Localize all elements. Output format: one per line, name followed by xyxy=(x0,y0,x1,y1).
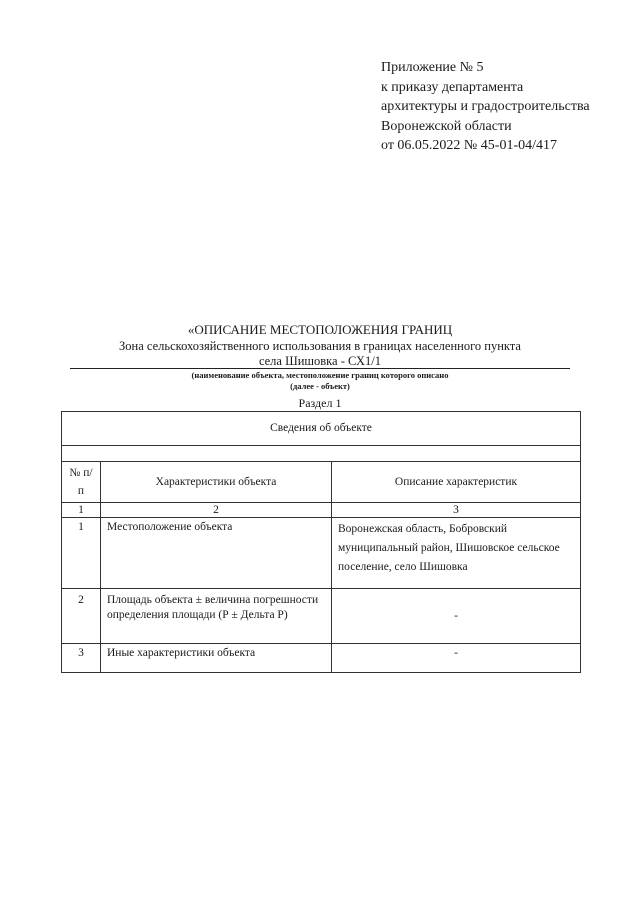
object-info-table xyxy=(61,411,581,673)
row-characteristic: Иные характеристики объекта xyxy=(101,644,332,673)
row-description: - xyxy=(332,644,581,673)
table-spacer-row xyxy=(62,446,581,462)
appendix-line: Приложение № 5 xyxy=(381,60,484,75)
row-num: 1 xyxy=(62,518,101,589)
column-number: 2 xyxy=(101,503,332,518)
header-description: Описание характеристик xyxy=(332,462,581,503)
row-description: Воронежская область, Бобровский муниципальный район, Шишовское сельское поселение, село Шишовка xyxy=(332,518,581,589)
row-characteristic: Площадь объекта ± величина погрешности определения площади (Р ± Дельта Р) xyxy=(101,589,332,644)
header-num: № п/п xyxy=(62,462,101,503)
appendix-header xyxy=(381,58,590,156)
title-line-2: Зона сельскохозяйственного использования в границах населенного пункта xyxy=(119,339,521,353)
table-row xyxy=(62,518,581,589)
column-number-row xyxy=(62,503,581,518)
column-number: 1 xyxy=(62,503,101,518)
appendix-line: от 06.05.2022 № 45-01-04/417 xyxy=(381,138,558,153)
table-row xyxy=(62,589,581,644)
table-spacer xyxy=(62,446,581,462)
title-note xyxy=(70,370,570,391)
table-row xyxy=(62,644,581,673)
title-line-1: «ОПИСАНИЕ МЕСТОПОЛОЖЕНИЯ ГРАНИЦ xyxy=(187,322,453,337)
table-header-row xyxy=(62,462,581,503)
section-label: Раздел 1 xyxy=(298,396,342,410)
row-num: 2 xyxy=(62,589,101,644)
row-description: - xyxy=(332,589,581,644)
document-title xyxy=(70,322,570,369)
row-characteristic: Местоположение объекта xyxy=(101,518,332,589)
title-underline xyxy=(70,368,570,369)
table-heading-row xyxy=(62,412,581,446)
header-characteristic: Характеристики объекта xyxy=(101,462,332,503)
column-number: 3 xyxy=(332,503,581,518)
note-line-1: (наименование объекта, местоположение границ которого описано xyxy=(191,370,449,380)
appendix-line: к приказу департамента xyxy=(381,79,524,95)
table-heading: Сведения об объекте xyxy=(62,412,581,446)
appendix-line: Воронежской области xyxy=(381,118,512,134)
title-line-3: села Шишовка - СХ1/1 xyxy=(258,354,382,368)
appendix-line: архитектуры и градостроительства xyxy=(381,99,590,114)
row-num: 3 xyxy=(62,644,101,673)
note-line-2: (далее - объект) xyxy=(290,380,350,391)
